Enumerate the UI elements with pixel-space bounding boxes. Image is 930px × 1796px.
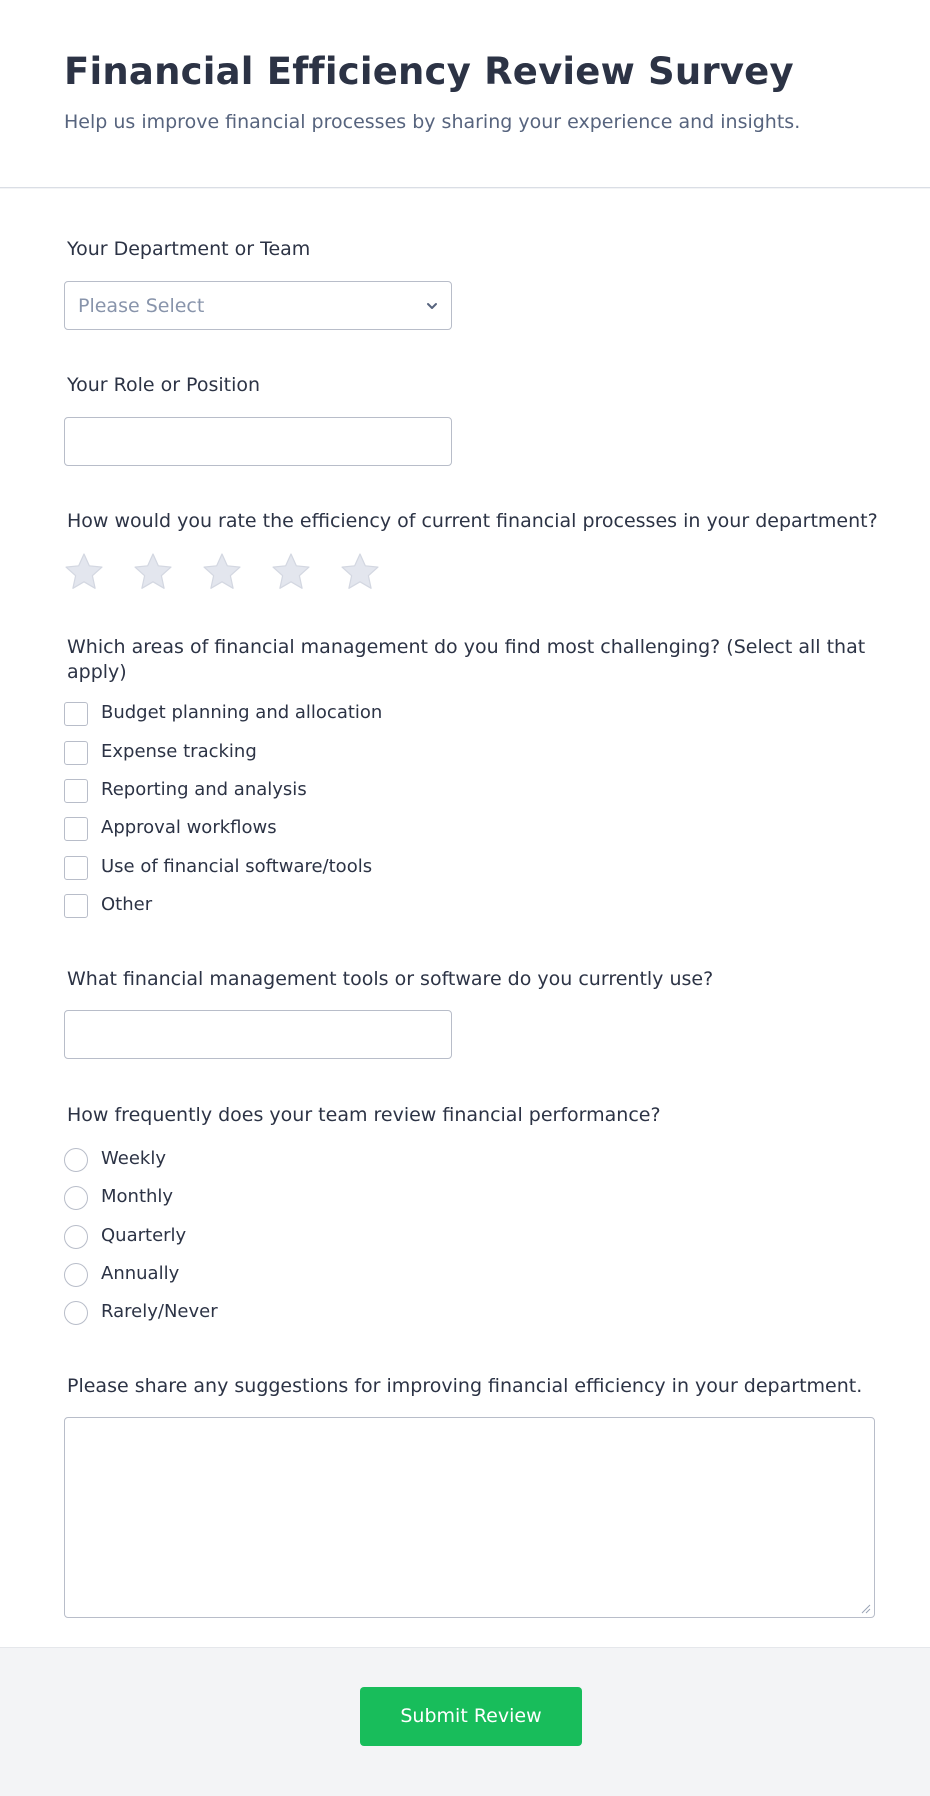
star-icon[interactable] xyxy=(339,551,381,593)
checkbox-label: Expense tracking xyxy=(101,741,257,762)
star-icon[interactable] xyxy=(201,551,243,593)
checkbox-label: Use of financial software/tools xyxy=(101,856,373,877)
tools-label: What financial management tools or software do you currently use? xyxy=(67,968,714,990)
checkbox-label: Approval workflows xyxy=(101,817,277,838)
checkbox[interactable] xyxy=(64,894,88,918)
checkbox[interactable] xyxy=(64,779,88,803)
department-select[interactable] xyxy=(64,281,452,330)
suggestions-textarea[interactable] xyxy=(64,1417,875,1618)
form-header xyxy=(0,0,930,188)
submit-button[interactable]: Submit Review xyxy=(360,1687,582,1746)
resize-handle-icon[interactable] xyxy=(861,1604,871,1614)
star-icon[interactable] xyxy=(63,551,105,593)
department-label: Your Department or Team xyxy=(67,238,311,260)
radio-button[interactable] xyxy=(64,1186,88,1210)
role-input[interactable] xyxy=(64,417,452,466)
page-title: Financial Efficiency Review Survey xyxy=(64,50,794,93)
chevron-down-icon xyxy=(425,299,439,313)
checkbox-label: Reporting and analysis xyxy=(101,779,307,800)
checkbox-label: Budget planning and allocation xyxy=(101,702,383,723)
radio-label: Monthly xyxy=(101,1186,174,1207)
star-icon[interactable] xyxy=(270,551,312,593)
form-footer xyxy=(0,1649,930,1796)
department-placeholder: Please Select xyxy=(78,295,205,317)
radio-button[interactable] xyxy=(64,1148,88,1172)
star-icon[interactable] xyxy=(132,551,174,593)
role-label: Your Role or Position xyxy=(67,374,261,396)
radio-label: Rarely/Never xyxy=(101,1301,218,1322)
checkbox-label: Other xyxy=(101,894,153,915)
challenges-label: Which areas of financial management do you find most challenging? (Select all that apply) xyxy=(67,636,866,683)
checkbox[interactable] xyxy=(64,702,88,726)
radio-label: Weekly xyxy=(101,1148,166,1169)
radio-button[interactable] xyxy=(64,1225,88,1249)
checkbox[interactable] xyxy=(64,741,88,765)
tools-input[interactable] xyxy=(64,1010,452,1059)
radio-label: Quarterly xyxy=(101,1225,187,1246)
page-subtitle: Help us improve financial processes by sharing your experience and insights. xyxy=(64,111,801,133)
radio-button[interactable] xyxy=(64,1263,88,1287)
radio-label: Annually xyxy=(101,1263,180,1284)
radio-button[interactable] xyxy=(64,1301,88,1325)
rating-label: How would you rate the efficiency of current financial processes in your department? xyxy=(67,510,878,532)
frequency-label: How frequently does your team review financial performance? xyxy=(67,1104,661,1126)
suggestions-label: Please share any suggestions for improving financial efficiency in your department. xyxy=(67,1375,863,1397)
checkbox[interactable] xyxy=(64,817,88,841)
checkbox[interactable] xyxy=(64,856,88,880)
